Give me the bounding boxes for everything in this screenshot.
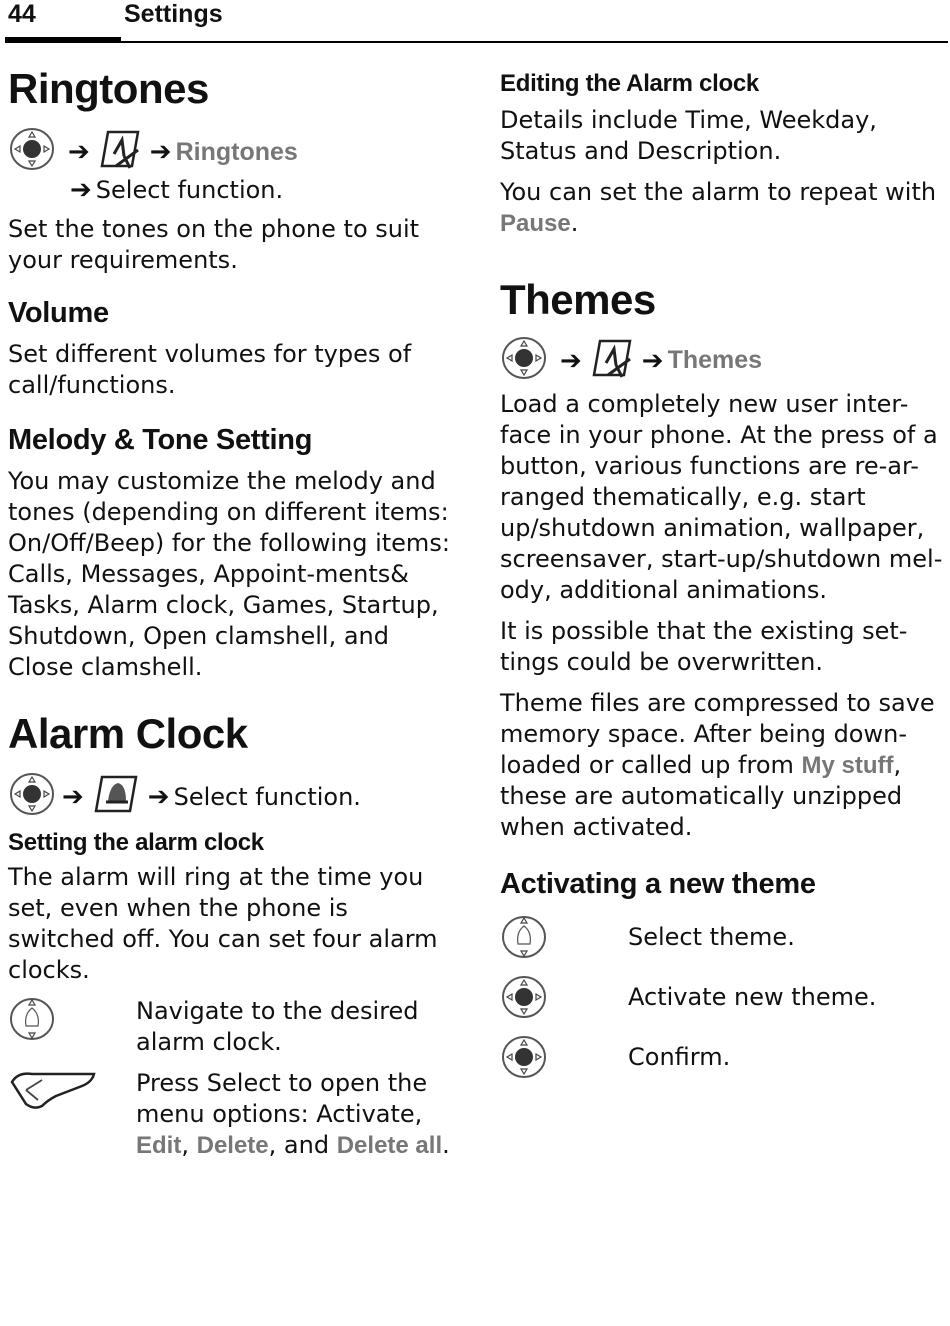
pause-option: Pause [500,209,571,237]
section-title: Settings [124,0,223,28]
theme-step-activate-text: Activate new theme. [628,982,877,1011]
joystick-icon [500,974,548,1024]
arrow-icon: ➔ [62,781,84,812]
page-header [0,0,950,46]
setting-alarm-heading: Setting the alarm clock [8,828,264,856]
ringtones-nav-line2 [66,176,458,204]
alarm-clock-heading: Alarm Clock [8,709,248,757]
alarm-icon [88,771,144,823]
repeat-text [500,177,945,239]
joystick-icon [500,335,548,387]
arrow-icon: ➔ [70,175,92,206]
alarm-step-navigate-text: Navigate to the desired alarm clock. [136,996,419,1056]
volume-heading: Volume [8,297,109,330]
activating-theme-heading: Activating a new theme [500,867,816,900]
themes-para-1: Load a completely new user inter-face in your phone. At the press of a button, various functions are re-ar-ranged thematically, e.g. start up/shutdown animation, wallpaper, screensaver, start-up/shutdown mel-ody, additional animations. [500,389,943,604]
joystick-up-down-icon [500,914,548,964]
themes-para-2: It is possible that the existing set-tings could be overwritten. [500,616,908,676]
theme-step-confirm [500,1034,945,1084]
separator: , and [268,1130,330,1159]
melody-text: You may customize the melody and tones (depending on different items: On/Off/Beep) for the following items: Calls, Messages, Appoint-ments& Tasks, Alarm clock, Games, Startup, Shutdown, Open clamshell, and Close clamshell. [8,466,450,681]
theme-step-activate [500,974,945,1024]
joystick-icon [500,1034,548,1084]
themes-heading: Themes [500,275,656,323]
delete-all-option: Delete all [336,1131,443,1159]
theme-step-confirm-text: Confirm. [628,1042,731,1071]
alarm-step-select-text [136,1068,458,1161]
themes-para-3 [500,688,945,843]
joystick-up-down-icon [8,996,56,1046]
themes-para-3-end: , these are automatically unzipped when activated. [500,750,903,841]
joystick-icon [8,126,56,178]
alarm-nav-path [8,771,458,823]
delete-option: Delete [196,1131,269,1159]
settings-icon [94,126,146,178]
arrow-icon: ➔ [560,345,582,376]
header-rule-thick [5,37,121,43]
arrow-icon: ➔ [149,137,172,168]
themes-para-3-text: Theme files are compressed to save memory space. After being down-loaded or called up from [500,688,935,779]
repeat-label: You can set the alarm to repeat with [500,177,937,206]
header-rule [121,41,948,43]
right-column [500,60,945,1084]
softkey-icon [8,1068,98,1118]
ringtones-nav-action: Select function. [95,176,284,205]
ringtones-heading: Ringtones [8,65,209,112]
ringtones-menu-label: Ringtones [175,137,298,166]
editing-alarm-text: Details include Time, Weekday, Status and Description. [500,105,877,165]
themes-menu-label: Themes [667,346,763,375]
themes-nav-path [500,335,945,387]
alarm-nav-action: Select function. [173,782,361,811]
theme-step-select-text: Select theme. [628,922,795,951]
ringtones-intro: Set the tones on the phone to suit your requirements. [8,215,420,275]
editing-alarm-heading: Editing the Alarm clock [500,70,759,97]
left-column [8,60,458,1161]
separator: . [442,1130,450,1159]
ringtones-nav-path [8,126,458,178]
settings-icon [586,335,638,387]
my-stuff-link: My stuff [801,751,894,779]
theme-step-select [500,914,945,964]
setting-alarm-text: The alarm will ring at the time you set, even when the phone is switched off. You can set four alarm clocks. [8,862,438,984]
volume-text: Set different volumes for types of call/functions. [8,339,412,399]
arrow-icon: ➔ [147,781,170,812]
alarm-step-select-label: Press Select to open the menu options: Activate, [136,1068,428,1128]
edit-option: Edit [136,1131,182,1159]
melody-heading: Melody & Tone Setting [8,423,313,456]
alarm-step-select [8,1068,458,1161]
page-number: 44 [8,0,36,28]
arrow-icon: ➔ [68,137,90,168]
separator: . [570,208,579,237]
arrow-icon: ➔ [641,345,664,376]
alarm-step-navigate [8,996,458,1058]
joystick-icon [8,771,56,823]
separator: , [181,1130,189,1159]
